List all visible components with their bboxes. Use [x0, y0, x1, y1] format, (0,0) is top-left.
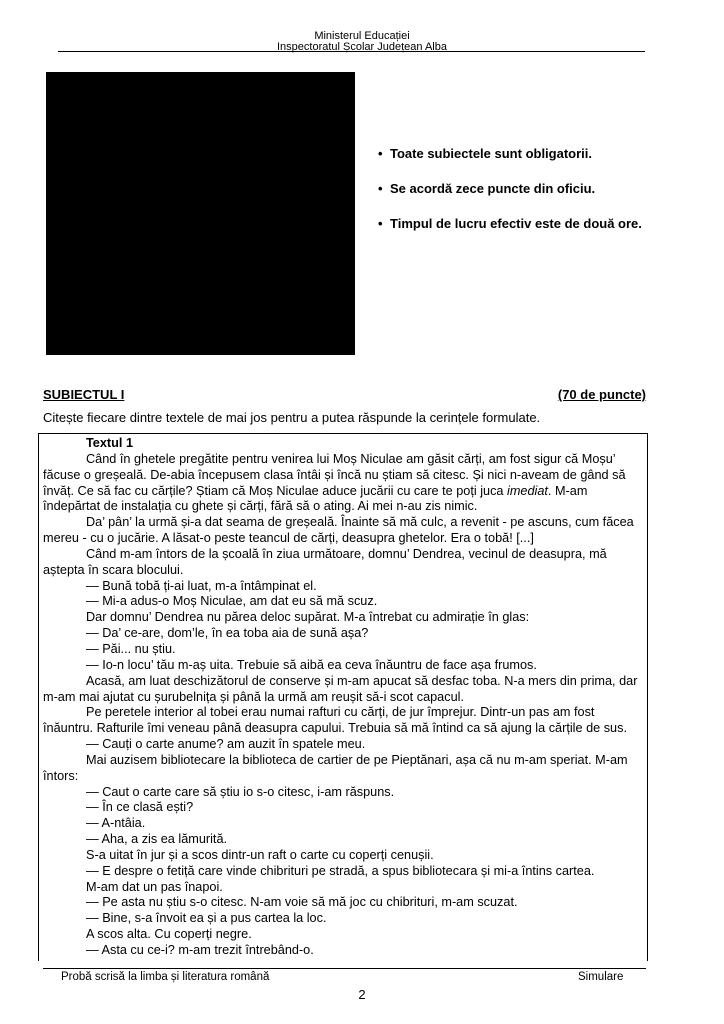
text-title: Textul 1 — [86, 436, 134, 450]
section-heading — [43, 387, 646, 402]
paragraph: Pe peretele interior al tobei erau numai rafturi cu cărți, de jur împrejur. Dintr-un pas am fost înăuntru. Rafturile îmi veneau până deasupra capului. Trebuia să mă întind ca să ajung la cărțile de sus. — [43, 705, 627, 736]
footer-divider — [43, 968, 646, 969]
page-number: 2 — [358, 987, 366, 1002]
instructions-list — [378, 146, 678, 251]
instruction-item: • Timpul de lucru efectiv este de două ore. — [378, 216, 642, 231]
paragraph: — A-ntâia. — [86, 816, 146, 831]
paragraph: — E despre o fetiță care vinde chibrituri pe stradă, a spus bibliotecara și mi-a întins cartea. — [86, 863, 595, 878]
paragraph: — În ce clasă ești? — [86, 800, 194, 815]
paragraph: — Aha, a zis ea lămurită. — [86, 832, 228, 847]
paragraph: — Caut o carte care să știu io s-o citesc, i-am răspuns. — [86, 784, 395, 799]
section-instruction: Citește fiecare dintre textele de mai jos pentru a putea răspunde la cerințele formulate. — [43, 410, 541, 425]
footer-exam-title: Probă scrisă la limba și literatura română — [61, 971, 270, 983]
paragraph: — Pe asta nu știu s-o citesc. N-am voie să mă joc cu chibrituri, m-am scuzat. — [86, 895, 518, 910]
paragraph: — Bine, s-a învoit ea și a pus cartea la loc. — [86, 911, 327, 926]
paragraph: Da’ pân’ la urmă și-a dat seama de greșeală. Înainte să mă culc, a revenit - pe ascuns, cum făcea mereu - cu o jucărie. A lăsat-o peste teancul de cărți, deasupra ghetelor. Era o tobă! [...] — [43, 515, 634, 546]
paragraph: — Păi... nu știu. — [86, 641, 176, 656]
paragraph: — Mi-a adus-o Moș Niculae, am dat eu să mă scuz. — [86, 594, 378, 609]
redacted-block — [46, 72, 355, 355]
paragraph: — Cauți o carte anume? am auzit în spatele meu. — [86, 737, 366, 752]
paragraph: S-a uitat în jur și a scos dintr-un raft o carte cu coperți cenușii. — [86, 847, 434, 862]
paragraph: — Asta cu ce-i? m-am trezit întrebând-o. — [86, 943, 314, 957]
paragraph: Când m-am întors de la școală în ziua următoare, domnu’ Dendrea, vecinul de deasupra, mă aștepta în scara blocului. — [43, 546, 607, 577]
paragraph: M-am dat un pas înapoi. — [86, 879, 223, 894]
text-body — [43, 436, 643, 959]
paragraph: — Bună tobă ți-ai luat, m-a întâmpinat el. — [86, 578, 317, 593]
paragraph: Acasă, am luat deschizătorul de conserve și m-am apucat să desfac toba. N-a mers din prima, dar m-am mai ajutat cu șurubelnița și până la urmă am reușit să-i scot capacul. — [43, 673, 638, 704]
section-points: (70 de puncte) — [557, 387, 646, 402]
header-inspectorate: Inspectoratul Școlar Județean Alba — [276, 41, 447, 53]
instruction-item: • Toate subiectele sunt obligatorii. — [378, 146, 593, 161]
header-ministry: Ministerul Educației — [314, 30, 410, 42]
paragraph: Dar domnu’ Dendrea nu părea deloc supărat. M-a întrebat cu admirație în glas: — [86, 610, 530, 625]
paragraph: — Da’ ce-are, dom’le, în ea toba aia de sună așa? — [86, 626, 369, 641]
header-divider — [58, 51, 645, 52]
section-title: SUBIECTUL I — [43, 387, 125, 402]
paragraph: — Io-n locu’ tău m-aș uita. Trebuie să aibă ea ceva înăuntru de face așa frumos. — [86, 657, 537, 672]
paragraph: Mai auzisem bibliotecare la biblioteca de cartier de pe Pieptănari, așa că nu m-am speriat. M-am întors: — [43, 752, 628, 783]
instruction-item: • Se acordă zece puncte din oficiu. — [378, 181, 596, 196]
paragraph: Când în ghetele pregătite pentru venirea lui Moș Niculae am găsit cărți, am fost sigur că Moșu’ făcuse o greșeală. De-abia începusem clasa întâi și încă nu știam să citesc. Și nici n-aveam de gând să învăț. Ce să fac cu cărțile? Știam că Moș Niculae aduce jucării cu care te poți juca imediat. M-am îndepărtat de instalația cu ghete și cărți, fără să o ating. Ai mei n-au zis nimic. — [43, 451, 626, 514]
paragraph: A scos alta. Cu coperți negre. — [86, 927, 252, 942]
footer-label: Simulare — [578, 971, 624, 983]
